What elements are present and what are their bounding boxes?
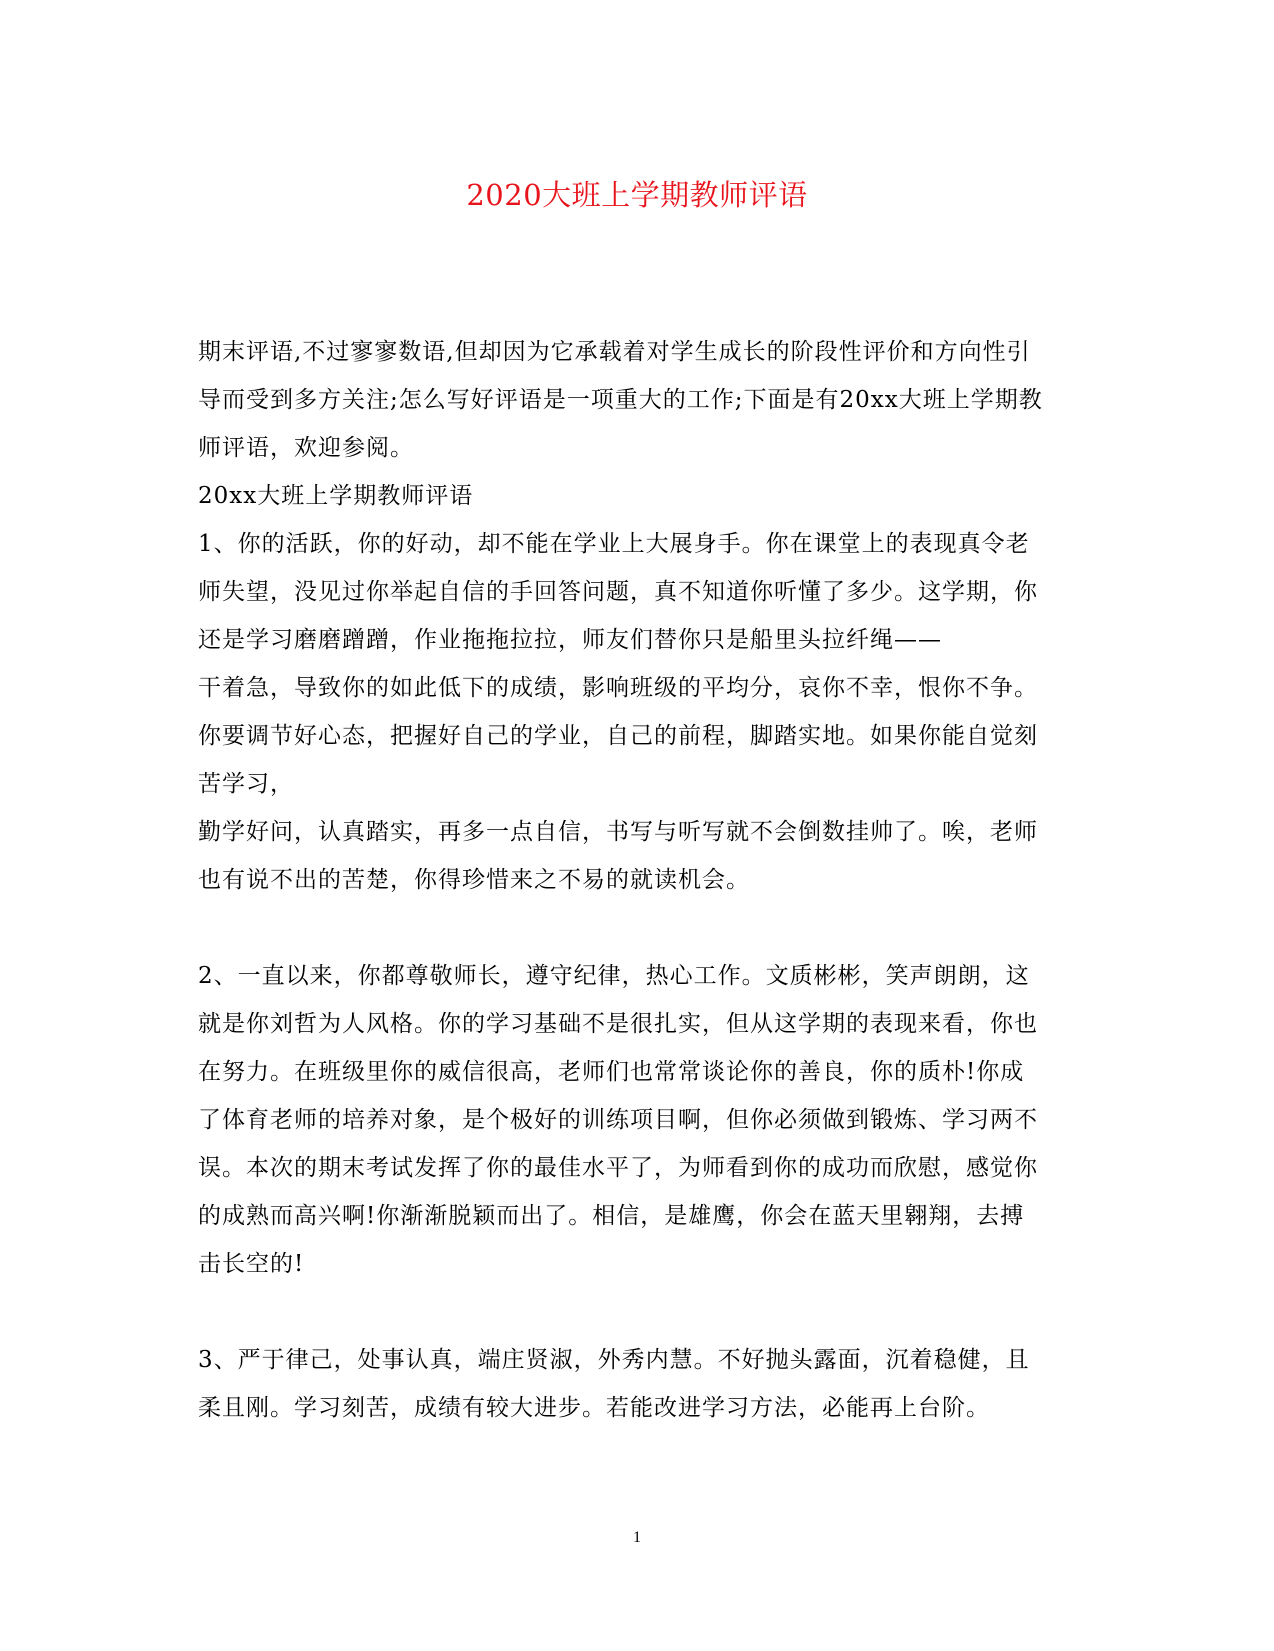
text-line: 苦学习， — [198, 771, 294, 797]
text-line: 2、一直以来，你都尊敬师长，遵守纪律，热心工作。文质彬彬，笑声朗朗，这 — [198, 963, 1030, 989]
text-line: 导而受到多方关注;怎么写好评语是一项重大的工作;下面是有20xx大班上学期教 — [198, 387, 1043, 413]
document-title: 2020大班上学期教师评语 — [466, 178, 808, 212]
text-line: 柔且刚。学习刻苦，成绩有较大进步。若能改进学习方法，必能再上台阶。 — [198, 1395, 990, 1421]
text-line: 就是你刘哲为人风格。你的学习基础不是很扎实，但从这学期的表现来看，你也 — [198, 1011, 1038, 1037]
text-line: 还是学习磨磨蹭蹭，作业拖拖拉拉，师友们替你只是船里头拉纤绳—— — [198, 627, 942, 653]
text-line: 了体育老师的培养对象，是个极好的训练项目啊，但你必须做到锻炼、学习两不 — [198, 1107, 1038, 1133]
text-line: 的成熟而高兴啊!你渐渐脱颖而出了。相信，是雄鹰，你会在蓝天里翱翔，去搏 — [198, 1203, 1025, 1229]
text-line: 在努力。在班级里你的威信很高，老师们也常常谈论你的善良，你的质朴!你成 — [198, 1059, 1025, 1085]
text-line: 20xx大班上学期教师评语 — [198, 483, 474, 509]
text-line: 勤学好问，认真踏实，再多一点自信，书写与听写就不会倒数挂帅了。唉，老师 — [198, 819, 1038, 845]
text-line: 击长空的! — [198, 1251, 305, 1277]
text-line: 师失望，没见过你举起自信的手回答问题，真不知道你听懂了多少。这学期，你 — [198, 579, 1038, 605]
text-line: 你要调节好心态，把握好自己的学业，自己的前程，脚踏实地。如果你能自觉刻 — [198, 723, 1038, 749]
paragraph-gap — [198, 1288, 1080, 1336]
document-body — [198, 328, 1080, 1432]
text-line: 师评语，欢迎参阅。 — [198, 435, 414, 461]
text-line: 1、你的活跃，你的好动，却不能在学业上大展身手。你在课堂上的表现真令老 — [198, 531, 1030, 557]
page-number: 1 — [633, 1529, 641, 1546]
text-line: 误。本次的期末考试发挥了你的最佳水平了，为师看到你的成功而欣慰，感觉你 — [198, 1155, 1038, 1181]
paragraph-gap — [198, 904, 1080, 952]
text-line: 也有说不出的苦楚，你得珍惜来之不易的就读机会。 — [198, 867, 750, 893]
text-line: 期末评语,不过寥寥数语,但却因为它承载着对学生成长的阶段性评价和方向性引 — [198, 339, 1031, 365]
text-line: 3、严于律己，处事认真，端庄贤淑，外秀内慧。不好抛头露面，沉着稳健，且 — [198, 1347, 1030, 1373]
text-line: 干着急，导致你的如此低下的成绩，影响班级的平均分，哀你不幸，恨你不争。 — [198, 675, 1038, 701]
